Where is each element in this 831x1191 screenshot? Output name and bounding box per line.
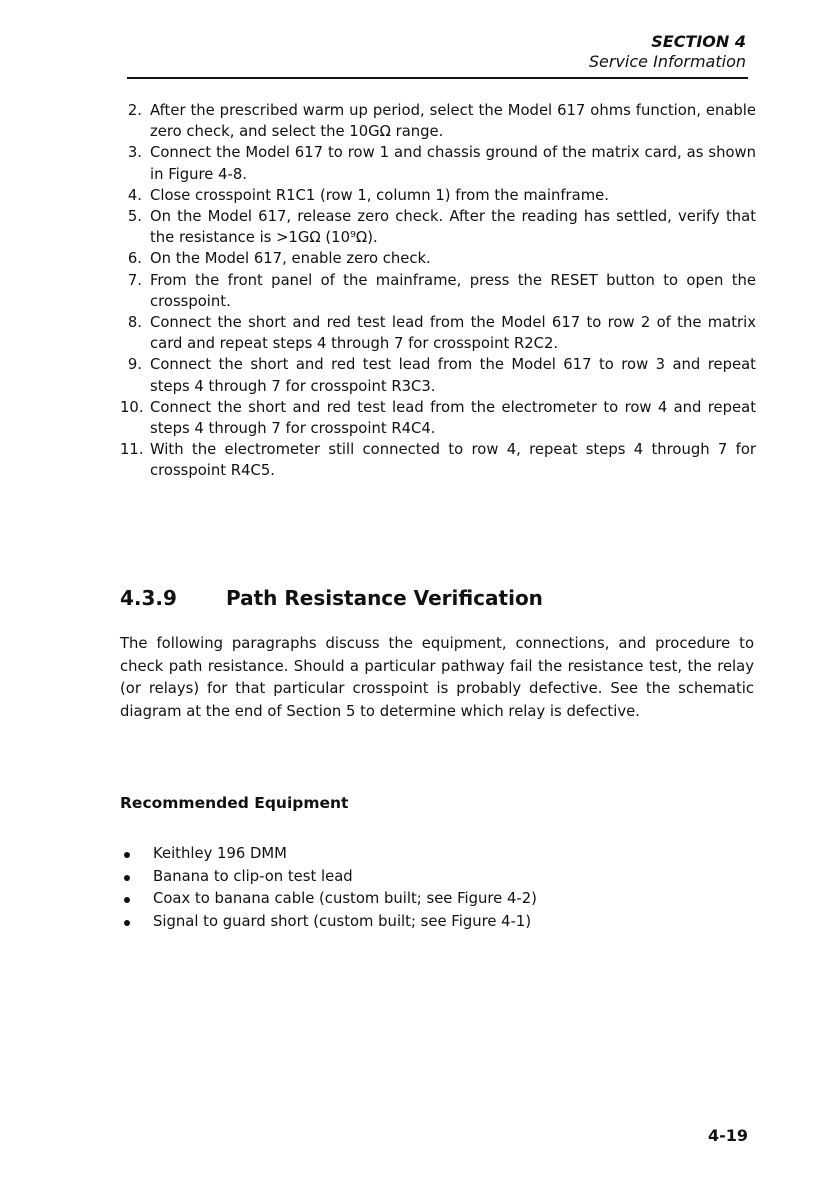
step-text: Connect the short and red test lead from the electrometer to row 4 and repeat steps 4 through 7 for crosspoint R4C4. (150, 398, 756, 438)
step-text: On the Model 617, enable zero check. (150, 250, 431, 268)
bullet-icon (124, 875, 130, 881)
procedure-steps (120, 100, 756, 482)
page-number: 4-19 (707, 1126, 748, 1145)
step-number: 6. (127, 250, 142, 268)
step-text: Connect the short and red test lead from the Model 617 to row 3 and repeat steps 4 through 7 for crosspoint R3C3. (150, 356, 756, 395)
bullet-icon (124, 897, 130, 903)
list-item (120, 312, 756, 354)
list-item (120, 354, 756, 396)
list-item (120, 843, 537, 866)
list-item (120, 866, 537, 889)
equipment-heading: Recommended Equipment (120, 794, 349, 812)
list-item (120, 248, 756, 269)
header-rule (127, 77, 748, 79)
section-heading (120, 585, 543, 611)
step-text: After the prescribed warm up period, select the Model 617 ohms function, enable zero check, and select the 10GΩ range. (150, 102, 756, 141)
equipment-list (120, 843, 537, 933)
list-item (120, 888, 537, 911)
list-item (120, 206, 756, 248)
step-number: 9. (127, 356, 142, 374)
equipment-item: Signal to guard short (custom built; see Figure 4-1) (153, 912, 532, 930)
intro-paragraph: The following paragraphs discuss the equipment, connections, and procedure to check path resistance. Should a particular pathway fail the resistance test, the relay (or relays) for that particular crosspoint is probably defective. See the schematic diagram at the end of Section 5 to determine which relay is defective. (120, 635, 754, 720)
step-text: With the electrometer still connected to row 4, repeat steps 4 through 7 for crosspoint R4C5. (150, 441, 756, 480)
step-number: 5. (127, 208, 142, 226)
running-header (589, 32, 746, 72)
step-text: Close crosspoint R1C1 (row 1, column 1) from the mainframe. (150, 186, 609, 204)
list-item (120, 439, 756, 481)
step-number: 10. (120, 398, 144, 416)
section-number: 4.3.9 (120, 586, 177, 610)
step-number: 3. (127, 144, 142, 162)
list-item (120, 911, 537, 934)
bullet-icon (124, 920, 130, 926)
equipment-item: Keithley 196 DMM (153, 845, 287, 862)
list-item (120, 185, 756, 206)
step-text: Connect the short and red test lead from the Model 617 to row 2 of the matrix card and repeat steps 4 through 7 for crosspoint R2C2. (150, 314, 756, 353)
section-subtitle: Service Information (588, 52, 746, 71)
step-number: 2. (127, 102, 142, 119)
step-number: 4. (127, 186, 142, 204)
list-item (120, 142, 756, 184)
equipment-item: Banana to clip-on test lead (153, 867, 353, 885)
list-item (120, 270, 756, 312)
step-number: 7. (127, 271, 142, 289)
list-item (120, 397, 756, 439)
bullet-icon (124, 852, 130, 858)
section-title: Path Resistance Verification (226, 586, 543, 610)
step-text: From the front panel of the mainframe, press the RESET button to open the crosspoint. (150, 271, 756, 310)
step-number: 8. (127, 314, 142, 332)
step-text: On the Model 617, release zero check. After the reading has settled, verify that the resistance is >1GΩ (10⁹Ω). (150, 208, 756, 247)
step-number: 11. (120, 441, 144, 459)
equipment-item: Coax to banana cable (custom built; see Figure 4-2) (153, 890, 537, 908)
step-text: Connect the Model 617 to row 1 and chassis ground of the matrix card, as shown in Figure 4-8. (150, 144, 756, 183)
list-item (120, 100, 756, 142)
section-label: SECTION 4 (651, 32, 746, 51)
